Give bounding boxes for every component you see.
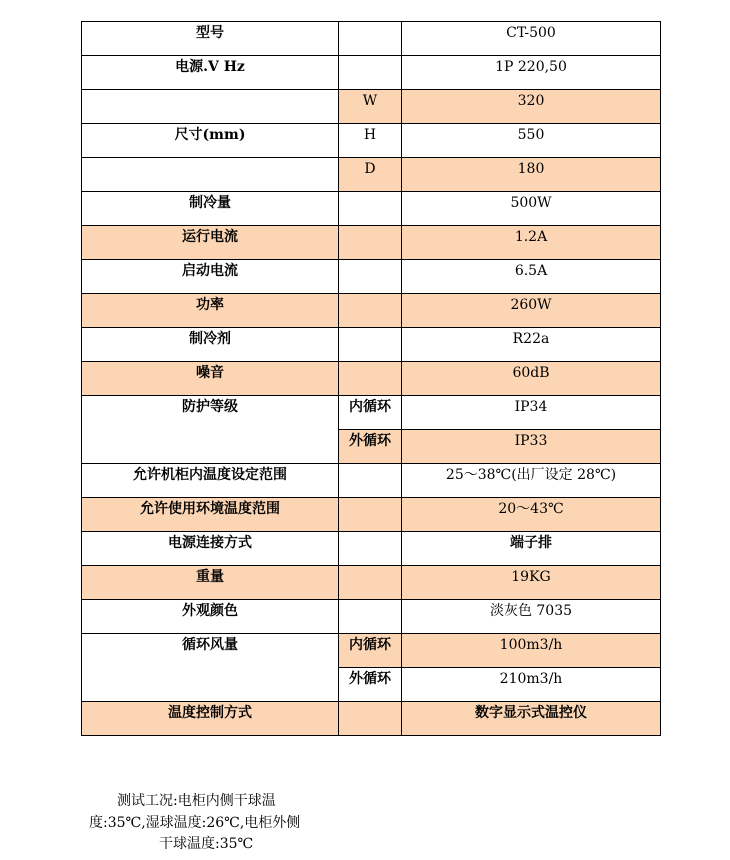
label-power: 功率 <box>82 294 339 328</box>
row-airflow-inner <box>82 634 661 668</box>
row-size-d <box>82 158 661 192</box>
key-protection-inner: 内循环 <box>339 396 402 430</box>
label-run-current: 运行电流 <box>82 226 339 260</box>
row-cooling <box>82 192 661 226</box>
value-connection: 端子排 <box>402 532 661 566</box>
note-line-3: 干球温度:35℃ <box>159 836 254 852</box>
key-size-h: H <box>339 124 402 158</box>
note-line-2: 度:35℃,湿球温度:26℃,电柜外侧 <box>89 815 301 831</box>
key-airflow-outer: 外循环 <box>339 668 402 702</box>
row-color <box>82 600 661 634</box>
row-size-h <box>82 124 661 158</box>
key-airflow-inner: 内循环 <box>339 634 402 668</box>
value-cabinet-temp: 25～38℃(出厂设定 28℃) <box>402 464 661 498</box>
label-size: 尺寸(mm) <box>82 124 339 158</box>
row-model <box>82 22 661 56</box>
value-size-w: 320 <box>402 90 661 124</box>
value-size-d: 180 <box>402 158 661 192</box>
value-color: 淡灰色 7035 <box>402 600 661 634</box>
value-protection-outer: IP33 <box>402 430 661 464</box>
label-start-current: 启动电流 <box>82 260 339 294</box>
value-size-h: 550 <box>402 124 661 158</box>
label-noise: 噪音 <box>82 362 339 396</box>
label-temp-control: 温度控制方式 <box>82 702 339 736</box>
key-size-d: D <box>339 158 402 192</box>
value-start-current: 6.5A <box>402 260 661 294</box>
key-protection-outer: 外循环 <box>339 430 402 464</box>
row-connection <box>82 532 661 566</box>
row-refrigerant <box>82 328 661 362</box>
row-cabinet-temp <box>82 464 661 498</box>
label-color: 外观颜色 <box>82 600 339 634</box>
value-power-supply: 1P 220,50 <box>402 56 661 90</box>
row-power-supply <box>82 56 661 90</box>
row-noise <box>82 362 661 396</box>
row-start-current <box>82 260 661 294</box>
row-weight <box>82 566 661 600</box>
value-noise: 60dB <box>402 362 661 396</box>
value-airflow-inner: 100m3/h <box>402 634 661 668</box>
row-ambient-temp <box>82 498 661 532</box>
row-power <box>82 294 661 328</box>
value-airflow-outer: 210m3/h <box>402 668 661 702</box>
key-size-w: W <box>339 90 402 124</box>
row-size-w <box>82 90 661 124</box>
value-temp-control: 数字显示式温控仪 <box>402 702 661 736</box>
row-protection-inner <box>82 396 661 430</box>
value-run-current: 1.2A <box>402 226 661 260</box>
row-run-current <box>82 226 661 260</box>
label-cooling: 制冷量 <box>82 192 339 226</box>
label-model: 型号 <box>82 22 339 56</box>
value-model: CT-500 <box>402 22 661 56</box>
row-temp-control <box>82 702 661 736</box>
label-power-supply: 电源.V Hz <box>82 56 339 90</box>
value-weight: 19KG <box>402 566 661 600</box>
value-ambient-temp: 20～43℃ <box>402 498 661 532</box>
value-protection-inner: IP34 <box>402 396 661 430</box>
label-airflow: 循环风量 <box>82 634 339 702</box>
label-ambient-temp: 允许使用环境温度范围 <box>82 498 339 532</box>
label-protection: 防护等级 <box>82 396 339 464</box>
label-cabinet-temp: 允许机柜内温度设定范围 <box>82 464 339 498</box>
note-line-1: 测试工况:电柜内侧干球温 <box>117 793 276 809</box>
value-refrigerant: R22a <box>402 328 661 362</box>
label-weight: 重量 <box>82 566 339 600</box>
value-power: 260W <box>402 294 661 328</box>
label-refrigerant: 制冷剂 <box>82 328 339 362</box>
value-cooling: 500W <box>402 192 661 226</box>
label-connection: 电源连接方式 <box>82 532 339 566</box>
spec-table <box>81 21 661 736</box>
